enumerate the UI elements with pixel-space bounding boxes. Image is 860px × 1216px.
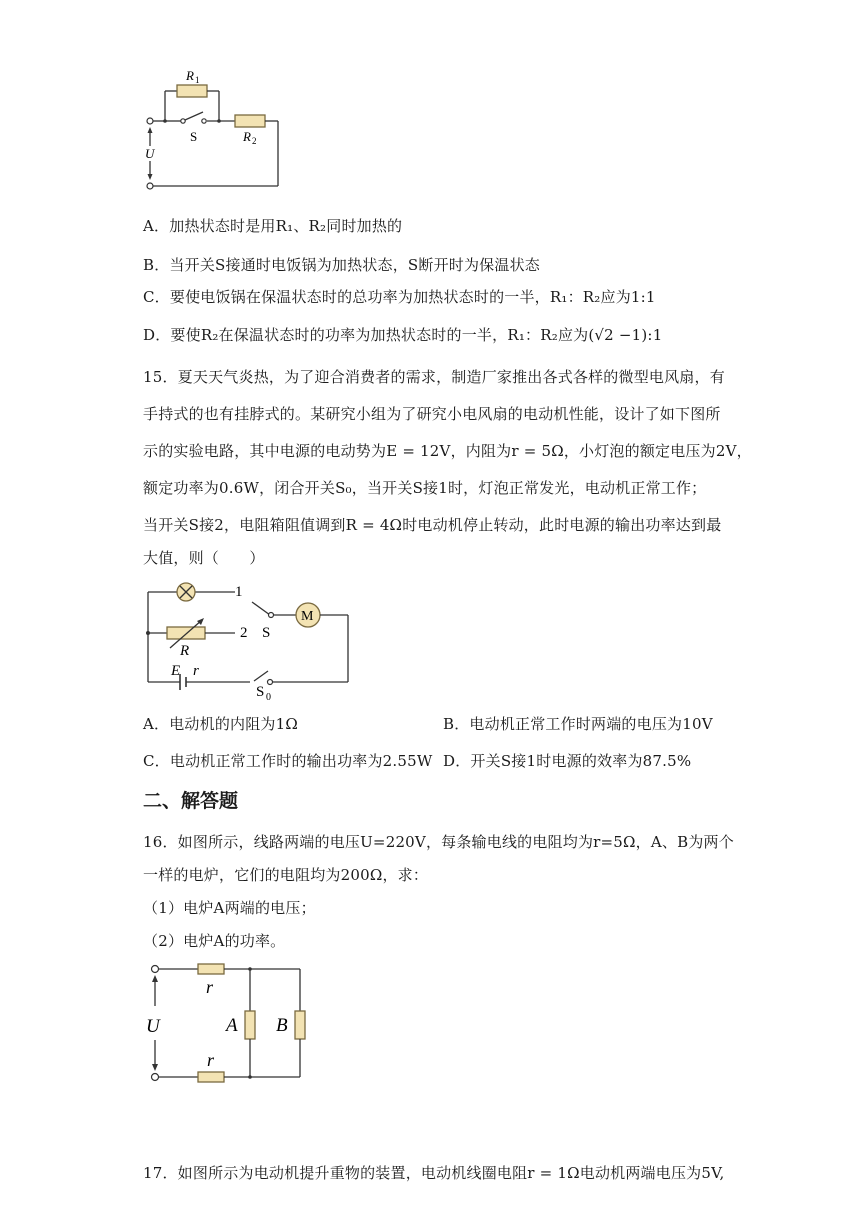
- q15-option-c: C．电动机正常工作时的输出功率为2.55W: [143, 752, 433, 770]
- q15-line-3: 示的实验电路，其中电源的电动势为E = 12V，内阻为r = 5Ω，小灯泡的额定电压为2V，: [143, 442, 752, 460]
- q16-line-1: 16．如图所示，线路两端的电压U=220V，每条输电线的电阻均为r=5Ω，A、B为两个: [143, 833, 734, 851]
- fig1-r1-subscript: 1: [195, 75, 200, 85]
- figure-motor-circuit: [140, 575, 365, 703]
- q16-line-3: （1）电炉A两端的电压；: [143, 899, 316, 917]
- q16-line-2: 一样的电炉，它们的电阻均为200Ω，求：: [143, 866, 429, 884]
- fig3-furnace-b-label: B: [276, 1015, 288, 1036]
- q14-option-c: C．要使电饭锅在保温状态时的总功率为加热状态时的一半，R₁：R₂应为1:1: [143, 288, 656, 306]
- fig2-switch-label: S: [262, 625, 271, 641]
- q16-line-4: （2）电炉A的功率。: [143, 932, 286, 950]
- q15-line-6: 大值，则（ ）: [143, 549, 265, 567]
- fig1-r2-label: R: [243, 129, 251, 144]
- q14-option-a: A．加热状态时是用R₁、R₂同时加热的: [143, 217, 403, 235]
- fig1-r2-subscript: 2: [252, 136, 257, 146]
- fig1-r1-label: R: [186, 68, 194, 83]
- fig3-r-bottom-label: r: [207, 1050, 215, 1070]
- fig3-voltage-label: U: [146, 1016, 160, 1037]
- q15-option-a: A．电动机的内阻为1Ω: [143, 715, 299, 733]
- q14-option-b: B．当开关S接通时电饭锅为加热状态，S断开时为保温状态: [143, 256, 540, 274]
- q15-option-d: D．开关S接1时电源的效率为87.5%: [443, 752, 692, 770]
- fig2-emf-label: E: [171, 663, 181, 679]
- q14-option-d: D．要使R₂在保温状态时的功率为加热状态时的一半，R₁：R₂应为(√2 −1):1: [143, 326, 663, 344]
- q15-line-1: 15．夏天天气炎热，为了迎合消费者的需求，制造厂家推出各式各样的微型电风扇，有: [143, 368, 725, 386]
- fig2-terminal-2: 2: [240, 625, 248, 641]
- fig2-internal-resistance-label: r: [193, 663, 199, 679]
- fig2-s0-label: S: [256, 684, 265, 700]
- q15-option-b: B．电动机正常工作时两端的电压为10V: [443, 715, 713, 733]
- figure-rice-cooker-circuit: [140, 60, 315, 195]
- fig1-voltage-label: U: [145, 146, 155, 161]
- fig2-rheostat-label: R: [180, 643, 190, 659]
- fig3-r-top-label: r: [206, 977, 214, 997]
- figure-furnace-circuit: [140, 958, 315, 1088]
- section-title: 二、解答题: [143, 790, 239, 812]
- q15-line-2: 手持式的也有挂脖式的。某研究小组为了研究小电风扇的电动机性能，设计了如下图所: [143, 405, 721, 423]
- fig1-switch-label: S: [190, 129, 198, 144]
- q17-line-1: 17．如图所示为电动机提升重物的装置，电动机线圈电阻r = 1Ω电动机两端电压为5V,: [143, 1164, 725, 1182]
- q15-line-5: 当开关S接2，电阻箱阻值调到R = 4Ω时电动机停止转动，此时电源的输出功率达到最: [143, 516, 722, 534]
- fig2-s0-subscript: 0: [266, 692, 271, 703]
- fig3-furnace-a-label: A: [226, 1015, 238, 1036]
- fig2-motor-label: M: [301, 609, 314, 624]
- q15-line-4: 额定功率为0.6W，闭合开关S₀，当开关S接1时，灯泡正常发光，电动机正常工作；: [143, 479, 707, 497]
- fig2-terminal-1: 1: [235, 584, 243, 600]
